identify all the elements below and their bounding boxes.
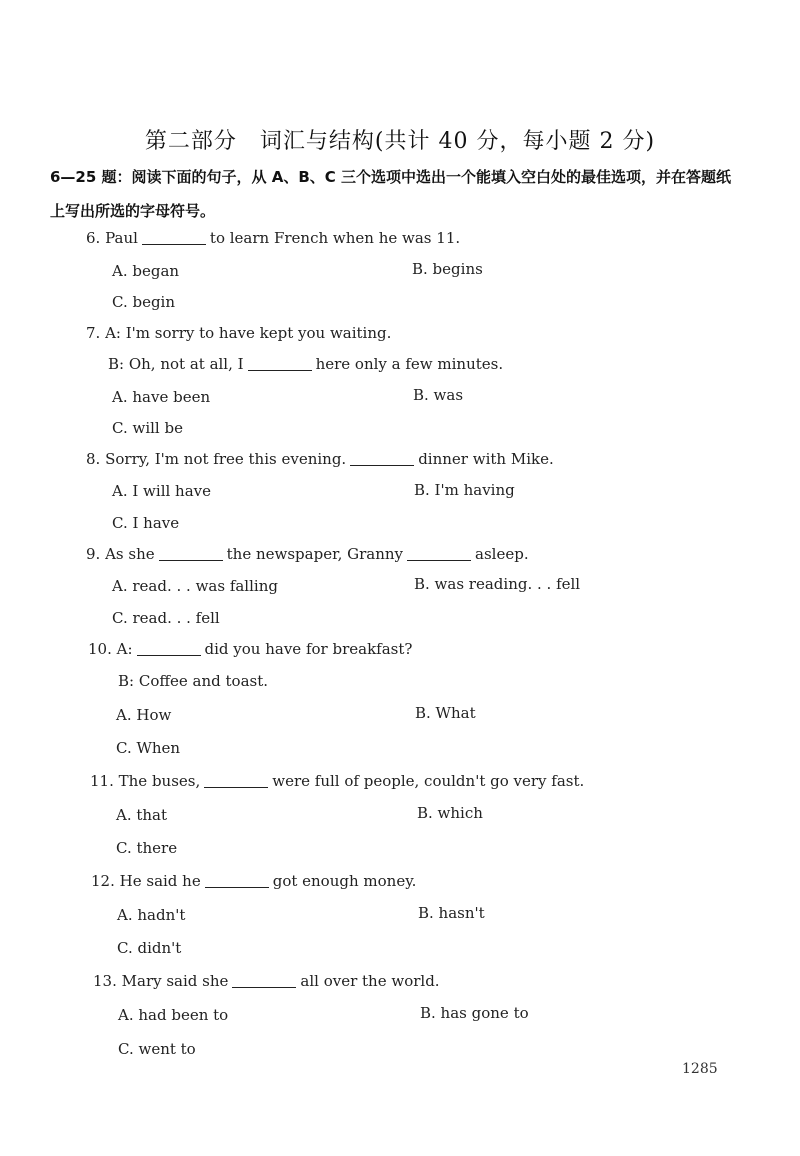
answer-blank xyxy=(142,243,206,245)
question-7-option-a: A. have been xyxy=(112,388,211,406)
question-13-option-c: C. went to xyxy=(118,1040,196,1058)
question-13-option-a: A. had been to xyxy=(118,1006,229,1024)
question-6-option-a: A. began xyxy=(112,262,180,280)
question-11-option-b: B. which xyxy=(417,804,483,822)
question-8-option-c: C. I have xyxy=(112,514,180,532)
stem-text: Sorry, I'm not free this evening. xyxy=(105,450,347,468)
answer-blank xyxy=(137,654,201,656)
question-13-stem xyxy=(93,972,440,990)
question-number: 11. xyxy=(90,772,114,790)
question-12-option-a: A. hadn't xyxy=(117,906,186,924)
answer-blank xyxy=(407,559,471,561)
answer-blank xyxy=(350,464,414,466)
question-8-option-b: B. I'm having xyxy=(414,481,515,499)
question-number: 6. xyxy=(86,229,101,247)
question-12-option-b: B. hasn't xyxy=(418,904,485,922)
question-7-option-c: C. will be xyxy=(112,419,183,437)
stem-text: did you have for breakfast? xyxy=(204,640,413,658)
question-10-option-a: A. How xyxy=(116,706,172,724)
stem-text: asleep. xyxy=(475,545,529,563)
question-number: 13. xyxy=(93,972,117,990)
instructions: 6—25 题：阅读下面的句子，从 A、B、C 三个选项中选出一个能填入空白处的最佳选项，并在答题纸上写出所选的字母符号。 xyxy=(50,168,732,220)
stem-text: Mary said she xyxy=(121,972,229,990)
question-6-option-c: C. begin xyxy=(112,293,176,311)
question-6-option-b: B. begins xyxy=(412,260,483,278)
stem-text: the newspaper, Granny xyxy=(226,545,404,563)
stem-text: As she xyxy=(105,545,155,563)
answer-blank xyxy=(159,559,223,561)
question-12-option-c: C. didn't xyxy=(117,939,182,957)
question-10-option-c: C. When xyxy=(116,739,181,757)
stem-text: got enough money. xyxy=(272,872,417,890)
stem-text: here only a few minutes. xyxy=(315,355,504,373)
question-13-option-b: B. has gone to xyxy=(420,1004,529,1022)
page-number: 1285 xyxy=(682,1061,718,1077)
question-number: 7. xyxy=(86,324,101,342)
stem-text: A: xyxy=(116,640,133,658)
question-number: 8. xyxy=(86,450,101,468)
question-11-stem xyxy=(90,772,584,790)
answer-blank xyxy=(204,786,268,788)
question-10-stem xyxy=(88,640,412,658)
question-number: 12. xyxy=(91,872,115,890)
stem-text: to learn French when he was 11. xyxy=(209,229,461,247)
question-9-option-c: C. read. . . fell xyxy=(112,609,220,627)
answer-blank xyxy=(232,986,296,988)
question-7-option-b: B. was xyxy=(413,386,464,404)
question-number: 9. xyxy=(86,545,101,563)
question-8-stem xyxy=(86,450,554,468)
question-11-option-a: A. that xyxy=(116,806,168,824)
stem-text: The buses, xyxy=(118,772,201,790)
answer-blank xyxy=(205,886,269,888)
stem-text: B: Coffee and toast. xyxy=(118,672,268,690)
stem-text: He said he xyxy=(119,872,201,890)
question-7-line-2 xyxy=(108,355,503,373)
stem-text: all over the world. xyxy=(300,972,440,990)
section-title: 第二部分 词汇与结构(共计 40 分，每小题 2 分) xyxy=(144,129,656,154)
question-9-stem xyxy=(86,545,529,563)
question-12-stem xyxy=(91,872,416,890)
answer-blank xyxy=(248,369,312,371)
question-9-option-b: B. was reading. . . fell xyxy=(414,575,581,593)
stem-text: were full of people, couldn't go very fast. xyxy=(272,772,585,790)
question-9-option-a: A. read. . . was falling xyxy=(112,577,278,595)
question-number: 10. xyxy=(88,640,112,658)
question-10-option-b: B. What xyxy=(415,704,476,722)
stem-text: A: I'm sorry to have kept you waiting. xyxy=(105,324,392,342)
question-10-line-2 xyxy=(118,672,268,690)
stem-text: B: Oh, not at all, I xyxy=(108,355,244,373)
stem-text: Paul xyxy=(105,229,138,247)
question-8-option-a: A. I will have xyxy=(112,482,212,500)
question-6-stem xyxy=(86,229,460,247)
question-7-stem xyxy=(86,324,391,342)
question-11-option-c: C. there xyxy=(116,839,178,857)
stem-text: dinner with Mike. xyxy=(418,450,554,468)
